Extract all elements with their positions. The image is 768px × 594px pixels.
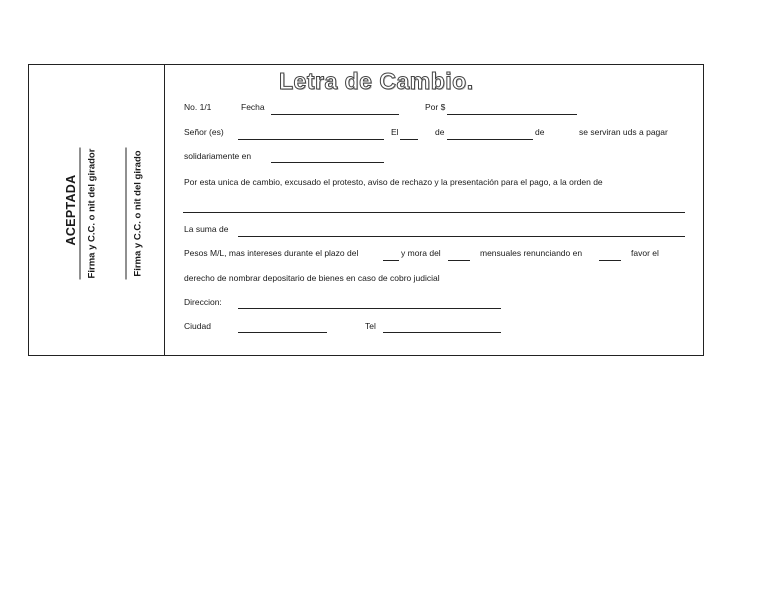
favor-label: favor el — [631, 248, 659, 258]
sum-line[interactable] — [238, 236, 685, 237]
address-line[interactable] — [238, 308, 501, 309]
favor-line[interactable] — [599, 260, 621, 261]
number-label: No. 1/1 — [184, 102, 212, 112]
senor-line[interactable] — [238, 139, 384, 140]
de-label-1: de — [435, 127, 445, 137]
derecho-text: derecho de nombrar depositario de bienes en caso de cobro judicial — [184, 273, 440, 283]
drawer-signature-label: Firma y C.C. o nit del girador — [86, 148, 98, 279]
direccion-label: Direccion: — [184, 297, 222, 307]
amount-line[interactable] — [447, 114, 577, 115]
term-line[interactable] — [383, 260, 399, 261]
beneficiary-line[interactable] — [183, 212, 685, 213]
tel-label: Tel — [365, 321, 376, 331]
el-label: El — [391, 127, 399, 137]
serviran-label: se serviran uds a pagar — [579, 127, 668, 137]
solidariamente-label: solidariamente en — [184, 151, 252, 161]
aceptada-label: ACEPTADA — [64, 174, 78, 246]
ciudad-label: Ciudad — [184, 321, 211, 331]
bill-of-exchange-form — [28, 64, 704, 356]
suma-label: La suma de — [184, 224, 229, 234]
place-line[interactable] — [271, 162, 384, 163]
de-label-2: de — [535, 127, 545, 137]
mora-label: y mora del — [401, 248, 441, 258]
mora-line[interactable] — [448, 260, 470, 261]
order-text: Por esta unica de cambio, excusado el protesto, aviso de rechazo y la presentación para el pago, a la orden de — [184, 177, 603, 187]
month-line[interactable] — [447, 139, 533, 140]
pesos-text: Pesos M/L, mas intereses durante el plazo del — [184, 248, 359, 258]
phone-line[interactable] — [383, 332, 501, 333]
acceptance-stub — [29, 65, 165, 355]
amount-label: Por $ — [425, 102, 446, 112]
date-label: Fecha — [241, 102, 265, 112]
city-line[interactable] — [238, 332, 327, 333]
form-title: Letra de Cambio. — [279, 68, 474, 94]
day-line[interactable] — [400, 139, 418, 140]
drawee-signature-label: Firma y C.C. o nit del girado — [131, 148, 144, 280]
mensuales-label: mensuales renunciando en — [480, 248, 583, 258]
date-line[interactable] — [271, 114, 399, 115]
senor-label: Señor (es) — [184, 127, 224, 137]
